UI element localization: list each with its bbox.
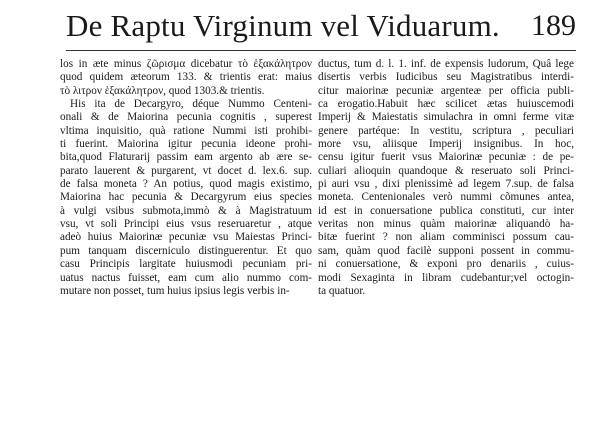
text-line: pi auri vsu , dixi plenissimè ad legem 7.sup. de falsa <box>318 178 574 191</box>
text-line: τὸ λιτρον ἑξακάλητρον, quod 1303.& trientis. <box>60 84 265 97</box>
text-line: quod quidem æteorum 133. & trientis erat: maius <box>60 71 312 84</box>
text-line: pum tanquam discerniculo distinguerentur. Et quo <box>60 244 312 257</box>
text-line: censu igitur fuerit vsus Maiorinæ pecuniæ : de pe- <box>318 151 574 164</box>
text-line: ductus, tum d. l. 1. inf. de expensis ludorum, Quâ lege <box>318 58 574 70</box>
text-line: à vulgi vsibus submota,immò & à Magistratuum <box>60 204 312 217</box>
page-number: 189 <box>531 9 576 42</box>
running-title: De Raptu Virginum vel Viduarum. <box>66 8 500 43</box>
text-line: ta quatuor. <box>318 284 366 297</box>
text-line: culiari alioquin quandoque & reseruato soli Princi- <box>318 164 574 177</box>
text-line: los in æte minus ζῶρισμα dicebatur τὸ ἑξακάλητρον <box>60 58 312 70</box>
text-line: Maiorina hac pecunia & Decargyrum eius species <box>60 191 312 204</box>
text-line: disertis verbis Iudicibus seu Magistratibus interdi- <box>318 71 574 84</box>
left-text-column <box>60 58 312 298</box>
text-line: veritas non minus quàm maiorinæ aliquandò ha- <box>318 218 574 231</box>
text-line: ca erogatio.Habuit hæc scilicet ætas huiuscemodi <box>318 98 574 111</box>
text-line: parato lauerent & purgarent, vt docet d. lex.6. sup. <box>60 164 312 177</box>
text-line: citur maiorinæ pecuniæ argenteæ per officia publi- <box>318 84 574 97</box>
text-line: moneta. Centenionales verò nummi cõmunes antea, <box>318 191 574 204</box>
text-line: vsu, vt soli Principi eius vsus reseruaretur , atque <box>60 218 312 231</box>
text-line: mutare non posset, tum huius ipsius legis verbis in- <box>60 284 290 297</box>
page-header <box>66 6 576 51</box>
text-line: onali & de Maiorina pecunia cognitis , superest <box>60 111 312 124</box>
text-line: Imperij & Maiestatis simulachra in omni ferme vitæ <box>318 111 574 124</box>
text-line: uatus nactus fuisset, eam cum alio nummo com- <box>60 271 312 284</box>
right-text-column <box>318 58 574 298</box>
text-line: modi Sexaginta in libram cudebantur;vel octogin- <box>318 271 574 284</box>
text-line: id est in conuersatione publica constituti, cur inter <box>318 204 574 217</box>
text-line: de falsa moneta ? An potius, quod magis existimo, <box>60 178 312 191</box>
text-line: bita,quod Flaturarij passim eam argento ab ære se- <box>60 151 312 164</box>
text-line: His ita de Decargyro, déque Nummo Centeni- <box>70 98 312 111</box>
text-line: bitæ fuerint ? non aliam comminisci possum cau- <box>318 231 574 244</box>
text-line: casu Principis largitate huiusmodi pecuniam pri- <box>60 258 312 271</box>
text-line: sam, quàm quod facilè supponi possent in commu- <box>318 244 574 257</box>
text-line: adeò huius Maiorinæ pecuniæ vsu Maiestas Princi- <box>60 231 312 244</box>
text-line: more vsu, aliisque Imperij insignibus. In hoc, <box>318 138 574 151</box>
text-line: genere partéque: In vestitu, scriptura , peculiari <box>318 124 574 137</box>
text-line: ti fuerint. Maiorina igitur pecunia ideone prohi- <box>60 138 312 151</box>
text-line: ni conuersatione, & exponi pro denariis , cuius- <box>318 258 574 271</box>
text-line: vltima inquisitio, quà ratione Nummi isti prohibi- <box>60 124 312 137</box>
